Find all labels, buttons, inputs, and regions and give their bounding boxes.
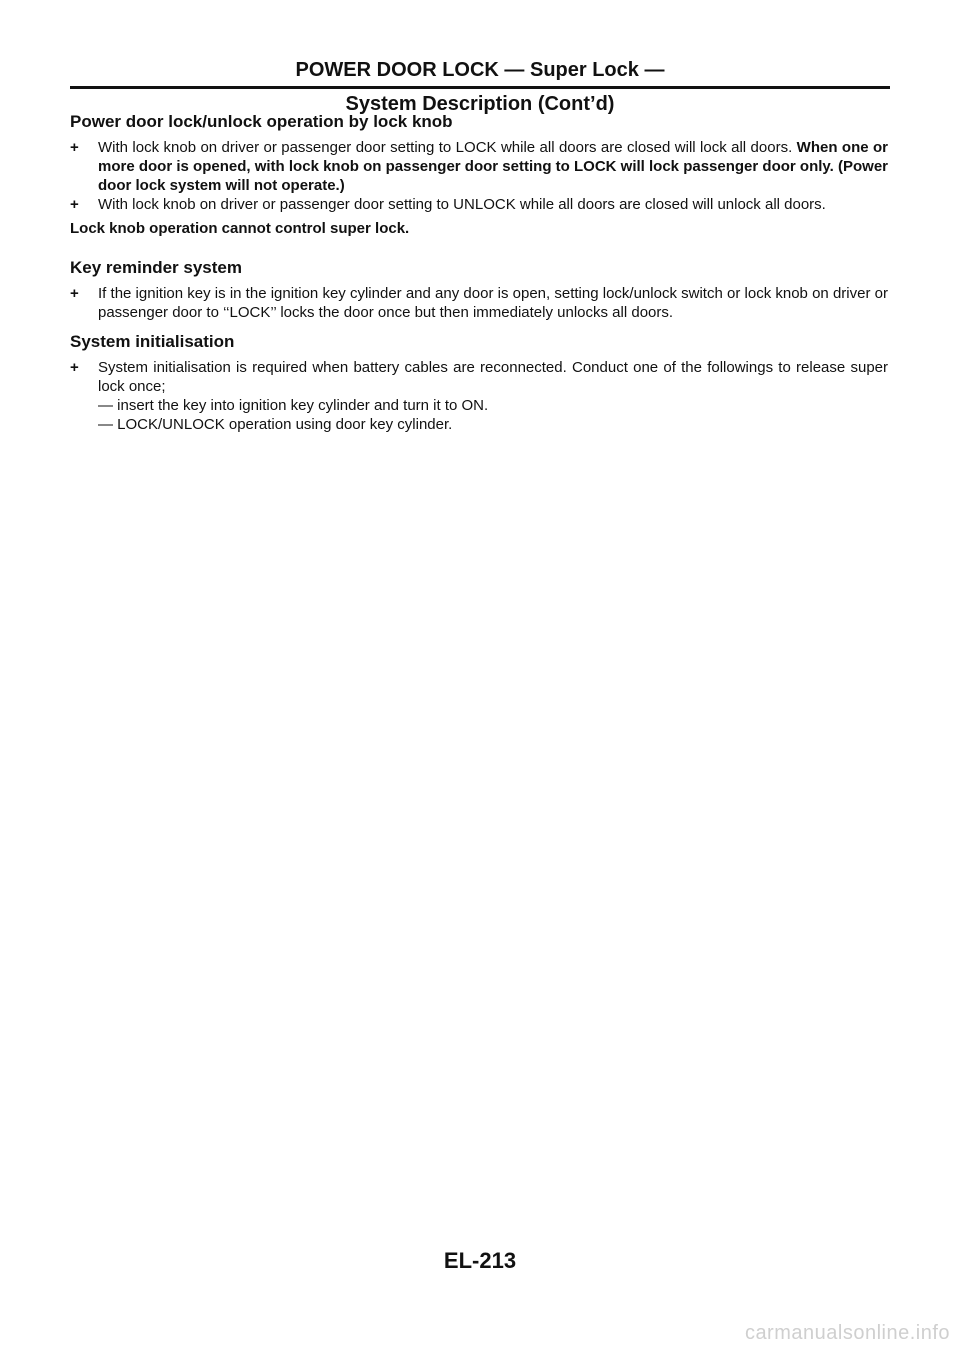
section-heading: Key reminder system	[70, 258, 242, 277]
spacer	[70, 322, 888, 331]
section-system-initialisation	[70, 331, 888, 434]
bullet-item	[70, 195, 888, 214]
bullet-item	[70, 358, 888, 434]
bullet-mark: +	[70, 359, 79, 376]
bullet-mark: +	[70, 196, 79, 213]
bullet-text: System initialisation is required when battery cables are reconnected. Conduct one of the followings to release super lock once;	[98, 359, 888, 395]
sub-step-line: — insert the key into ignition key cylinder and turn it to ON.	[98, 397, 489, 414]
bullet-text: With lock knob on driver or passenger door setting to LOCK while all doors are closed will lock all doors.	[98, 139, 793, 156]
bullet-bold-text: When one or more door is opened, with lock knob on passenger door setting to LOCK will lock passenger door only. (Power door lock system will not operate.)	[98, 139, 888, 194]
bullet-text: If the ignition key is in the ignition key cylinder and any door is open, setting lock/unlock switch or lock knob on driver or passenger door to ‘‘LOCK’’ locks the door once but then immediately unlocks all doors.	[98, 285, 888, 321]
bullet-item	[70, 284, 888, 322]
bullet-item	[70, 138, 888, 195]
sub-step-line: — LOCK/UNLOCK operation using door key cylinder.	[98, 416, 453, 433]
header-divider	[70, 86, 890, 89]
bullet-mark: +	[70, 285, 79, 302]
section-heading: System initialisation	[70, 332, 235, 351]
header-subtitle: System Description (Cont’d)	[345, 93, 615, 115]
spacer	[70, 238, 888, 257]
section-heading: Power door lock/unlock operation by lock knob	[70, 112, 453, 131]
section-key-reminder	[70, 257, 888, 322]
section-note: Lock knob operation cannot control super lock.	[70, 220, 410, 237]
header-title: POWER DOOR LOCK — Super Lock —	[295, 59, 665, 81]
bullet-text: With lock knob on driver or passenger door setting to UNLOCK while all doors are closed will unlock all doors.	[98, 196, 826, 213]
watermark: carmanualsonline.info	[744, 1322, 950, 1344]
page-number: EL-213	[443, 1248, 517, 1273]
page-header	[70, 58, 890, 116]
section-lock-knob-operation	[70, 111, 888, 238]
bullet-mark: +	[70, 139, 79, 156]
document-body	[70, 111, 888, 434]
